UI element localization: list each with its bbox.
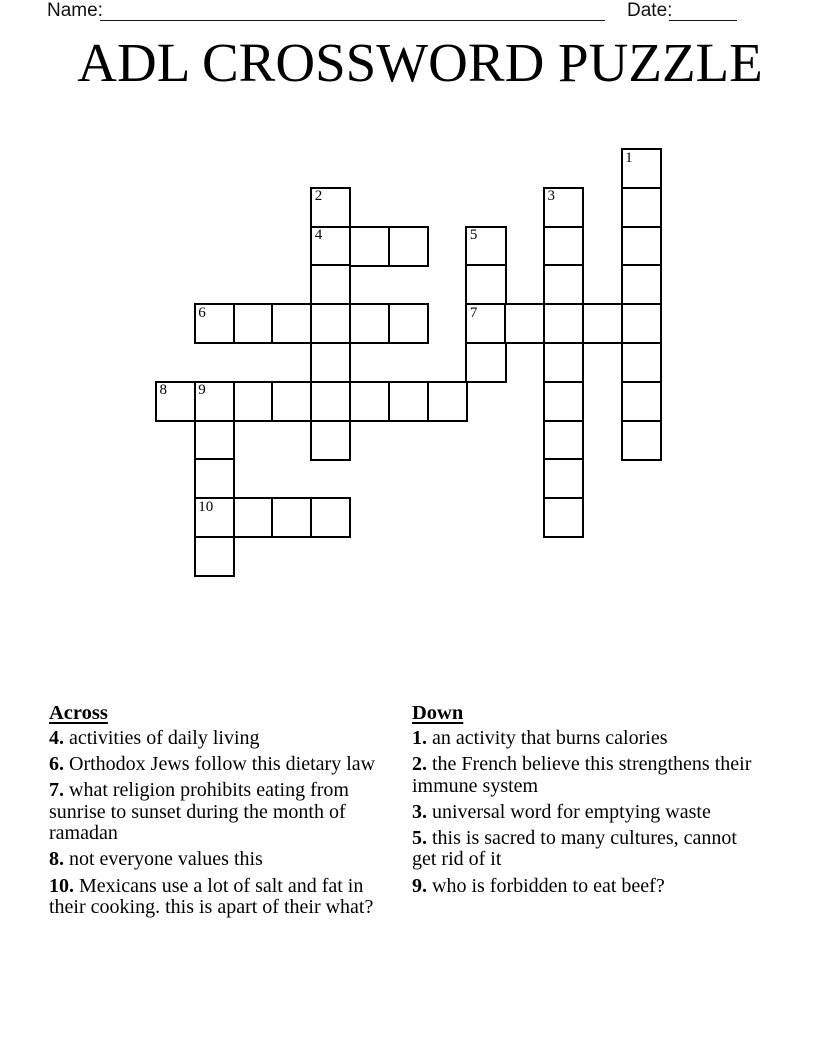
grid-cell[interactable] [310,226,351,267]
clue-across-10: 10. Mexicans use a lot of salt and fat in their cooking. this is apart of their what? [49,874,374,919]
name-label: Name: [47,0,103,21]
grid-cell-number: 10 [198,498,214,515]
grid-cell[interactable] [310,264,351,305]
across-list [49,728,389,919]
grid-cell[interactable] [349,303,390,344]
grid-cell[interactable] [543,226,584,267]
grid-cell[interactable] [427,381,468,422]
across-section [49,702,389,923]
grid-cell[interactable] [621,420,662,461]
grid-cell[interactable] [194,303,235,344]
date-label: Date: [627,0,673,21]
clue-across-8: 8. not everyone values this [49,848,263,871]
grid-cell-number: 3 [547,188,555,205]
clue-number: 6. [49,753,64,776]
grid-cell[interactable] [349,381,390,422]
clue-number: 9. [412,874,427,897]
grid-cell-number: 2 [314,188,323,205]
grid-cell[interactable] [310,497,351,538]
grid-cell-number: 5 [469,227,478,244]
down-heading: Down [412,702,464,724]
clue-down-2: 2. the French believe this strengthens their immune system [412,753,752,797]
clue-number: 2. [412,753,427,776]
clue-down-3: 3. universal word for emptying waste [412,800,711,823]
grid-cell[interactable] [194,497,235,538]
grid-cell[interactable] [465,264,506,305]
grid-cell-number: 1 [625,149,633,166]
clue-down-1: 1. an activity that burns calories [412,727,668,749]
clue-number: 8. [49,848,64,871]
down-section [412,702,752,902]
grid-cell[interactable] [621,381,662,422]
grid-cell[interactable] [233,303,274,344]
grid-cell[interactable] [349,226,390,267]
page-title: ADL CROSSWORD PUZZLE [77,32,763,93]
grid-cell[interactable] [543,381,584,422]
grid-cell[interactable] [582,303,623,344]
clue-number: 4. [49,727,64,749]
grid-cell[interactable] [194,458,235,499]
down-list [412,728,752,897]
grid-cell[interactable] [194,381,235,422]
grid-cell[interactable] [388,381,429,422]
clue-across-6: 6. Orthodox Jews follow this dietary law [49,753,376,776]
grid-cell[interactable] [271,303,312,344]
grid-cell[interactable] [543,187,584,228]
clue-down-9: 9. who is forbidden to eat beef? [412,874,665,897]
grid-cell[interactable] [621,226,662,267]
clue-across-4: 4. activities of daily living [49,727,260,749]
grid-cell[interactable] [310,420,351,461]
date-fill-line[interactable] [669,0,737,21]
grid-cell[interactable] [465,226,506,267]
grid-cell[interactable] [465,342,506,383]
grid-cell[interactable] [233,497,274,538]
grid-cell[interactable] [310,187,351,228]
grid-cell[interactable] [465,303,506,344]
grid-cell[interactable] [271,497,312,538]
grid-cell[interactable] [271,381,312,422]
grid-cell[interactable] [504,303,545,344]
grid-cell[interactable] [543,264,584,305]
grid-cell[interactable] [621,342,662,383]
grid-cell[interactable] [621,303,662,344]
across-heading: Across [49,702,108,724]
clue-number: 10. [49,874,74,897]
grid-cell[interactable] [543,497,584,538]
grid-cell[interactable] [543,420,584,461]
clue-number: 7. [49,779,64,802]
grid-cell[interactable] [310,303,351,344]
grid-cell[interactable] [388,226,429,267]
clue-number: 5. [412,826,427,849]
grid-cell-number: 6 [198,304,206,321]
grid-cell[interactable] [543,458,584,499]
grid-cell-number: 8 [159,382,167,399]
grid-cell[interactable] [233,381,274,422]
clue-down-5: 5. this is sacred to many cultures, cannot get rid of it [412,826,737,871]
grid-cell[interactable] [310,381,351,422]
crossword-grid [155,148,664,579]
grid-cell-number: 7 [469,304,478,321]
clue-across-7: 7. what religion prohibits eating from sunrise to sunset during the month of ramadan [49,779,349,845]
grid-cell[interactable] [194,420,235,461]
grid-cell[interactable] [543,342,584,383]
grid-cell[interactable] [621,187,662,228]
grid-cell[interactable] [310,342,351,383]
grid-cell[interactable] [388,303,429,344]
name-fill-line[interactable] [100,0,605,21]
clue-number: 1. [412,727,427,749]
grid-cell[interactable] [621,264,662,305]
grid-cell[interactable] [621,148,662,189]
grid-cell[interactable] [155,381,196,422]
grid-cell-number: 9 [198,382,206,399]
grid-cell[interactable] [194,536,235,577]
clue-number: 3. [412,800,427,823]
grid-cell-number: 4 [314,227,323,244]
grid-cell[interactable] [543,303,584,344]
